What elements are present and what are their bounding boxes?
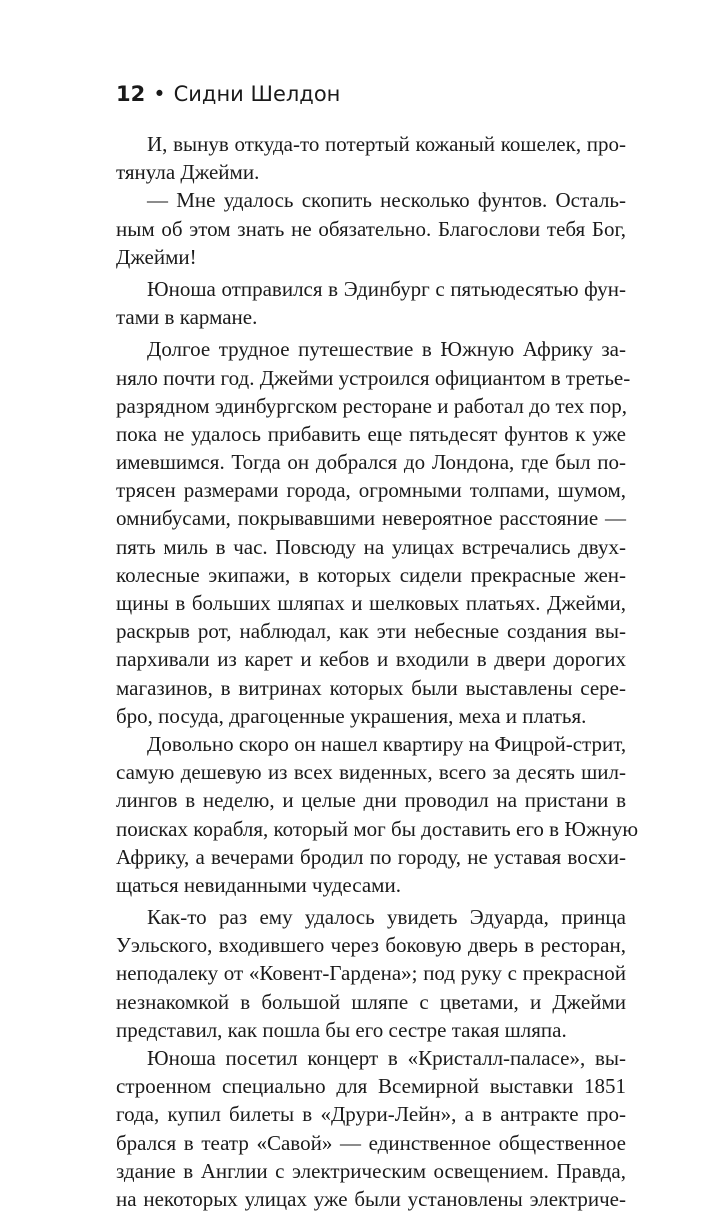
text-line: бро, посуда, драгоценные украшения, меха и платья. [116, 703, 587, 728]
text-line: лингов в неделю, и целые дни проводил на пристани в [116, 788, 626, 813]
text-line: омнибусами, покрывавшими невероятное расстояние — [116, 506, 626, 531]
page-number: 12 [116, 82, 146, 106]
text-line: здание в Англии с электрическим освещением. Правда, [116, 1158, 626, 1183]
text-line: на некоторых улицах уже были установлены электриче- [116, 1186, 626, 1211]
author-name: Сидни Шелдон [173, 82, 341, 106]
text-line: брался в театр «Савой» — единственное общественное [116, 1130, 626, 1155]
text-line: года, купил билеты в «Друри-Лейн», а в антракте про- [116, 1102, 626, 1127]
text-line: тянула Джейми. [116, 160, 260, 185]
text-line: щины в больших шляпах и шелковых платьях. Джейми, [116, 591, 626, 615]
paragraph [116, 903, 626, 1044]
text-line: Африку, а вечерами бродил по городу, не уставая восхи- [116, 844, 626, 869]
text-line: незнакомкой в большой шляпе с цветами, и Джейми [116, 989, 626, 1014]
text-line: магазинов, в витринах которых были выставлены сере- [116, 675, 626, 700]
paragraph [116, 335, 631, 730]
text-line: И, вынув откуда-то потертый кожаный кошелек, про- [147, 132, 626, 156]
text-line: пять миль в час. Повсюду на улицах встречались двух- [116, 534, 626, 559]
text-line: пархивали из карет и кебов и входили в двери дорогих [116, 647, 626, 672]
text-line: разрядном эдинбургском ресторане и работал до тех пор, [116, 393, 627, 418]
text-line: Юноша отправился в Эдинбург с пятьюдесятью фун- [147, 276, 626, 301]
text-line: тами в кармане. [116, 305, 258, 330]
running-head [116, 80, 340, 108]
text-line: Юноша посетил концерт в «Кристалл-паласе», вы- [147, 1046, 626, 1070]
text-line: пока не удалось прибавить еще пятьдесят фунтов к уже [116, 421, 626, 446]
text-line: Уэльского, входившего через боковую дверь в ресторан, [116, 933, 626, 958]
text-line: Долгое трудное путешествие в Южную Африку за- [147, 337, 626, 362]
paragraph [116, 130, 626, 186]
text-line: имевшимся. Тогда он добрался до Лондона, где был по- [116, 450, 626, 475]
text-line: самую дешевую из всех виденных, всего за десять шил- [116, 760, 626, 785]
paragraph [116, 730, 639, 899]
text-line: представил, как пошла бы его сестре такая шляпа. [116, 1017, 567, 1042]
paragraph [116, 186, 626, 271]
text-line: трясен размерами города, огромными толпами, шумом, [116, 478, 626, 503]
paragraph [116, 275, 626, 331]
text-line: неподалеку от «Ковент-Гардена»; под руку с прекрасной [116, 961, 626, 986]
text-line: поисках корабля, который мог бы доставить его в Южную [116, 816, 639, 841]
text-line: щаться невиданными чудесами. [116, 872, 401, 897]
text-line: колесные экипажи, в которых сидели прекрасные жен- [116, 562, 626, 587]
text-line: строенном специально для Всемирной выставки 1851 [116, 1074, 626, 1099]
paragraph [116, 1044, 626, 1213]
body-text [116, 130, 639, 1213]
text-line: ным об этом знать не обязательно. Благослови тебя Бог, [116, 216, 626, 241]
text-line: няло почти год. Джейми устроился официантом в третье- [116, 365, 631, 390]
text-line: раскрыв рот, наблюдал, как эти небесные создания вы- [116, 619, 626, 644]
text-line: Довольно скоро он нашел квартиру на Фицрой-стрит, [147, 731, 627, 756]
header-bullet: • [153, 82, 166, 106]
text-line: Джейми! [116, 244, 197, 269]
text-line: Как-то раз ему удалось увидеть Эдуарда, принца [147, 905, 626, 930]
text-line: — Мне удалось скопить несколько фунтов. Осталь- [147, 188, 626, 213]
